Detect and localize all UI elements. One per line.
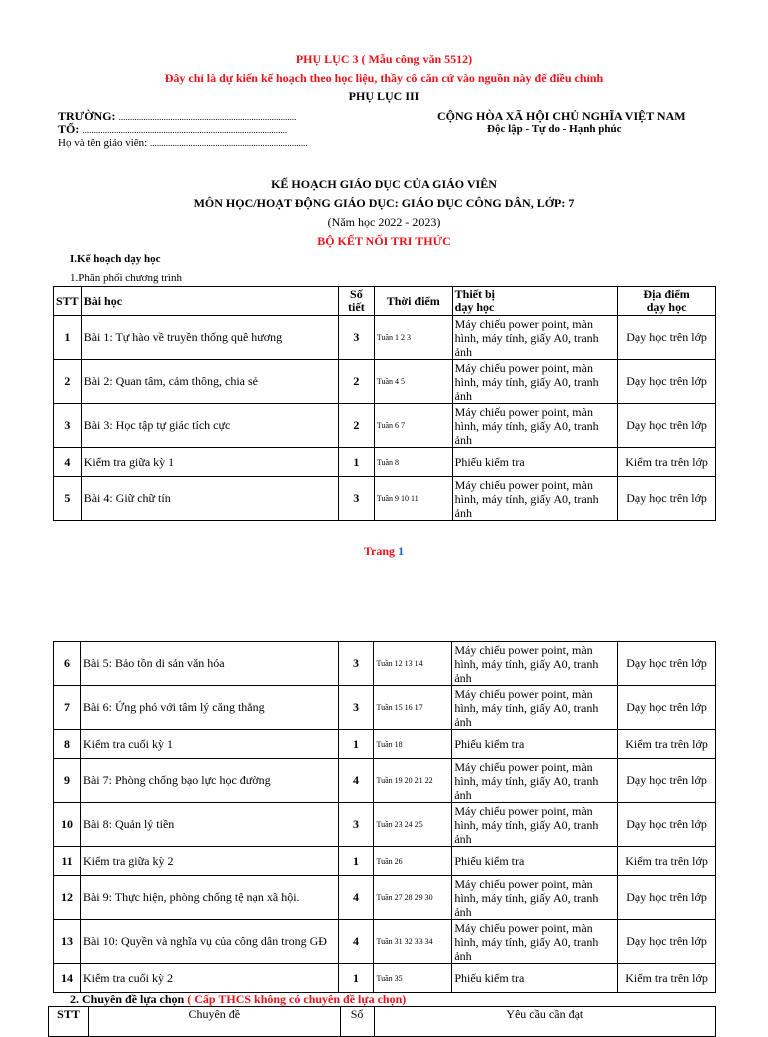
row-place: Dạy học trên lớp	[618, 477, 716, 521]
topic-header-periods: Số	[340, 1007, 374, 1037]
row-stt: 14	[54, 964, 81, 993]
row-periods: 3	[338, 477, 374, 521]
appendix-title: PHỤ LỤC 3 ( Mẫu công văn 5512)	[295, 52, 473, 66]
section1-heading: I.Kế hoạch dạy học	[70, 253, 161, 265]
topic-header-topic: Chuyên đề	[88, 1007, 340, 1037]
header-periods-1: Số	[350, 287, 363, 301]
row-lesson: Kiểm tra giữa kỳ 1	[81, 448, 338, 477]
row-lesson: Bài 2: Quan tâm, cảm thông, chia sẻ	[81, 360, 338, 404]
row-periods: 4	[338, 876, 374, 920]
row-place: Kiểm tra trên lớp	[618, 964, 716, 993]
table-row	[54, 642, 716, 686]
row-equipment: Máy chiếu power point, màn hình, máy tính, giấy A0, tranh ảnh	[452, 360, 618, 404]
table-row	[54, 316, 716, 360]
row-time: Tuần 26	[374, 847, 452, 876]
row-lesson: Bài 10: Quyền và nghĩa vụ của công dân trong GĐ	[80, 920, 338, 964]
row-stt: 10	[54, 803, 81, 847]
teacher-label: Họ và tên giáo viên:	[58, 137, 148, 149]
row-lesson: Bài 1: Tự hào về truyền thống quê hương	[81, 316, 338, 360]
table-row	[54, 686, 716, 730]
row-equipment: Phiếu kiểm tra	[452, 964, 618, 993]
row-stt: 8	[54, 730, 81, 759]
row-equipment: Máy chiếu power point, màn hình, máy tính, giấy A0, tranh ảnh	[452, 316, 618, 360]
row-time: Tuần 4 5	[374, 360, 452, 404]
row-time: Tuần 6 7	[374, 404, 452, 448]
row-place: Dạy học trên lớp	[618, 316, 716, 360]
row-time: Tuần 27 28 29 30	[374, 876, 452, 920]
plan-book: BỘ KẾT NỐI TRI THỨC	[317, 234, 451, 248]
table-row	[54, 448, 716, 477]
header-place-1: Địa điểm	[643, 287, 690, 301]
row-place: Dạy học trên lớp	[618, 920, 716, 964]
row-place: Dạy học trên lớp	[618, 803, 716, 847]
table-row	[54, 876, 716, 920]
row-place: Dạy học trên lớp	[618, 686, 716, 730]
row-time: Tuần 31 32 33 34	[374, 920, 452, 964]
row-periods: 3	[338, 316, 374, 360]
row-periods: 4	[338, 920, 374, 964]
row-equipment: Máy chiếu power point, màn hình, máy tính, giấy A0, tranh ảnh	[452, 803, 618, 847]
teacher-dots: ......................................................................	[149, 138, 308, 148]
section2-heading-line	[70, 992, 406, 1007]
section2-heading: 2. Chuyên đề lựa chọn	[70, 992, 185, 1006]
row-time: Tuần 19 20 21 22	[374, 759, 452, 803]
topic-table	[48, 1006, 716, 1037]
header-equip-1: Thiết bị	[454, 287, 496, 301]
header-periods	[338, 287, 374, 316]
table-row	[54, 920, 716, 964]
table-row	[54, 847, 716, 876]
dept-line	[58, 122, 287, 137]
row-place: Dạy học trên lớp	[618, 876, 716, 920]
row-lesson: Bài 5: Bảo tồn di sản văn hóa	[80, 642, 338, 686]
school-dots: ...............................................................................	[118, 112, 297, 122]
table-row	[54, 404, 716, 448]
lesson-table-page2	[53, 641, 716, 993]
row-time: Tuần 35	[374, 964, 452, 993]
row-lesson: Kiểm tra giữa kỳ 2	[80, 847, 338, 876]
row-stt: 6	[54, 642, 81, 686]
row-lesson: Bài 3: Học tập tự giác tích cực	[81, 404, 338, 448]
header-place	[618, 287, 716, 316]
section2-note: ( Cấp THCS không có chuyên đề lựa chọn)	[184, 992, 407, 1006]
row-lesson: Kiểm tra cuối kỳ 2	[80, 964, 338, 993]
table-body-page2	[54, 642, 716, 993]
header-place-2: dạy học	[646, 300, 687, 314]
plan-year: (Năm học 2022 - 2023)	[327, 215, 441, 229]
row-time: Tuần 12 13 14	[374, 642, 452, 686]
section1-sub: 1.Phân phối chương trình	[70, 272, 182, 284]
row-time: Tuần 23 24 25	[374, 803, 452, 847]
row-stt: 11	[54, 847, 81, 876]
header-time: Thời điểm	[374, 287, 452, 316]
header-equip-2: dạy học	[454, 300, 495, 314]
row-periods: 3	[338, 642, 374, 686]
row-lesson: Bài 9: Thực hiện, phòng chống tệ nạn xã hội.	[80, 876, 338, 920]
row-equipment: Phiếu kiểm tra	[452, 847, 618, 876]
lesson-table-page1	[53, 286, 716, 521]
row-lesson: Bài 7: Phòng chống bạo lực học đường	[80, 759, 338, 803]
dept-dots: ...........................................................................................	[82, 125, 288, 135]
row-equipment: Máy chiếu power point, màn hình, máy tính, giấy A0, tranh ảnh	[452, 759, 618, 803]
row-place: Kiểm tra trên lớp	[618, 448, 716, 477]
table-body-page1	[54, 316, 716, 521]
row-stt: 12	[54, 876, 81, 920]
table-header-row	[54, 287, 716, 316]
row-periods: 3	[338, 686, 374, 730]
row-lesson: Bài 6: Ứng phó với tâm lý căng thẳng	[80, 686, 338, 730]
appendix-subtitle: PHỤ LỤC III	[348, 89, 420, 103]
table-row	[54, 477, 716, 521]
nation-title: CỘNG HÒA XÃ HỘI CHỦ NGHĨA VIỆT NAM	[437, 109, 686, 123]
row-lesson: Bài 4: Giữ chữ tín	[81, 477, 338, 521]
appendix-note: Đây chỉ là dự kiến kế hoạch theo học liệu, thầy cô căn cứ vào nguồn này để điều chỉnh	[164, 71, 604, 85]
row-place: Dạy học trên lớp	[618, 360, 716, 404]
row-place: Dạy học trên lớp	[618, 642, 716, 686]
row-periods: 2	[338, 404, 374, 448]
table-row	[54, 803, 716, 847]
row-periods: 3	[338, 803, 374, 847]
row-equipment: Phiếu kiểm tra	[452, 730, 618, 759]
row-time: Tuần 15 16 17	[374, 686, 452, 730]
page-label-text: Trang	[363, 544, 399, 558]
table-row	[54, 360, 716, 404]
row-place: Kiểm tra trên lớp	[618, 847, 716, 876]
row-stt: 9	[54, 759, 81, 803]
row-equipment: Máy chiếu power point, màn hình, máy tính, giấy A0, tranh ảnh	[452, 477, 618, 521]
row-equipment: Máy chiếu power point, màn hình, máy tính, giấy A0, tranh ảnh	[452, 920, 618, 964]
row-time: Tuần 1 2 3	[374, 316, 452, 360]
dept-label: TỔ:	[58, 122, 80, 136]
row-lesson: Bài 8: Quản lý tiền	[80, 803, 338, 847]
plan-subject: MÔN HỌC/HOẠT ĐỘNG GIÁO DỤC: GIÁO DỤC CÔNG DÂN, LỚP: 7	[193, 196, 575, 210]
table-row	[54, 964, 716, 993]
row-stt: 1	[54, 316, 82, 360]
row-stt: 13	[54, 920, 81, 964]
row-stt: 5	[54, 477, 82, 521]
row-periods: 1	[338, 448, 374, 477]
row-stt: 3	[54, 404, 82, 448]
row-periods: 2	[338, 360, 374, 404]
table-row	[54, 730, 716, 759]
teacher-line	[58, 137, 307, 149]
header-periods-2: tiết	[348, 300, 365, 314]
row-periods: 1	[338, 964, 374, 993]
row-time: Tuần 8	[374, 448, 452, 477]
topic-header-req: Yêu cầu cần đạt	[374, 1007, 715, 1037]
row-equipment: Máy chiếu power point, màn hình, máy tính, giấy A0, tranh ảnh	[452, 686, 618, 730]
school-label: TRƯỜNG:	[58, 109, 116, 123]
row-equipment: Máy chiếu power point, màn hình, máy tính, giấy A0, tranh ảnh	[452, 876, 618, 920]
row-equipment: Phiếu kiểm tra	[452, 448, 618, 477]
topic-header-stt: STT	[49, 1007, 89, 1037]
plan-title: KẾ HOẠCH GIÁO DỤC CỦA GIÁO VIÊN	[271, 177, 497, 191]
row-lesson: Kiểm tra cuối kỳ 1	[80, 730, 338, 759]
table-row	[54, 759, 716, 803]
row-periods: 1	[338, 847, 374, 876]
page-label	[0, 544, 768, 559]
header-stt: STT	[54, 287, 82, 316]
row-equipment: Máy chiếu power point, màn hình, máy tính, giấy A0, tranh ảnh	[452, 404, 618, 448]
header-equip	[452, 287, 618, 316]
row-place: Dạy học trên lớp	[618, 759, 716, 803]
nation-motto: Độc lập - Tự do - Hạnh phúc	[487, 123, 622, 135]
row-place: Kiểm tra trên lớp	[618, 730, 716, 759]
row-time: Tuần 18	[374, 730, 452, 759]
row-place: Dạy học trên lớp	[618, 404, 716, 448]
row-stt: 4	[54, 448, 82, 477]
row-periods: 1	[338, 730, 374, 759]
topic-header-row	[49, 1007, 716, 1037]
row-time: Tuần 9 10 11	[374, 477, 452, 521]
row-equipment: Máy chiếu power point, màn hình, máy tính, giấy A0, tranh ảnh	[452, 642, 618, 686]
row-stt: 2	[54, 360, 82, 404]
row-periods: 4	[338, 759, 374, 803]
header-lesson: Bài học	[81, 287, 338, 316]
row-stt: 7	[54, 686, 81, 730]
page-number: 1	[398, 544, 405, 558]
